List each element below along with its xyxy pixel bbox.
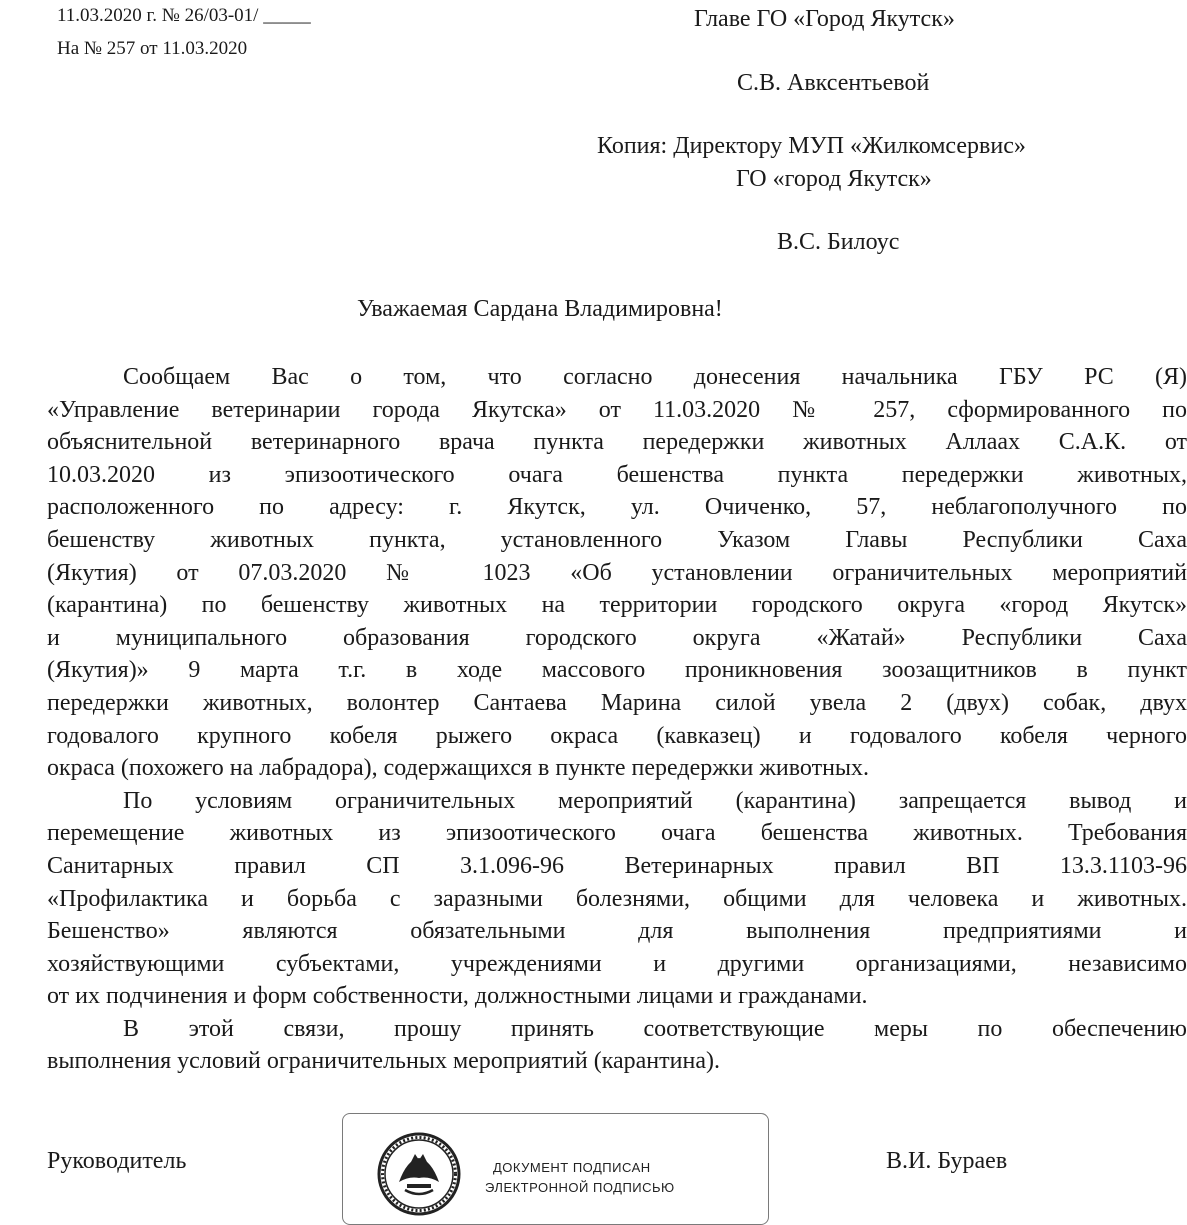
body-line: «Профилактика и борьба с заразными болезнями, общими для человека и животных. bbox=[47, 885, 1187, 912]
incoming-reference: На № 257 от 11.03.2020 bbox=[57, 38, 248, 59]
body-line: от их подчинения и форм собственности, должностными лицами и гражданами. bbox=[47, 983, 868, 1010]
signatory-name: В.И. Бураев bbox=[886, 1148, 1008, 1174]
body-line: Санитарных правил СП 3.1.096-96 Ветеринарных правил ВП 13.3.1103-96 bbox=[47, 852, 1187, 879]
body-line: и муниципального образования городского округа «Жатай» Республики Саха bbox=[47, 624, 1187, 651]
body-line: По условиям ограничительных мероприятий (карантина) запрещается вывод и bbox=[123, 787, 1187, 814]
body-line: годовалого крупного кобеля рыжего окраса (кавказец) и годовалого кобеля черного bbox=[47, 722, 1187, 749]
signatory-role: Руководитель bbox=[47, 1148, 187, 1174]
body-line: перемещение животных из эпизоотического очага бешенства животных. Требования bbox=[47, 820, 1187, 847]
body-line: (Якутия) от 07.03.2020 № 1023 «Об установлении ограничительных мероприятий bbox=[47, 559, 1187, 586]
coat-of-arms-seal-icon bbox=[377, 1132, 461, 1216]
body-line: бешенству животных пункта, установленного Указом Главы Республики Саха bbox=[47, 526, 1187, 553]
body-line: объяснительной ветеринарного врача пункта передержки животных Аллаах С.А.К. от bbox=[47, 429, 1187, 456]
body-line: Сообщаем Вас о том, что согласно донесения начальника ГБУ РС (Я) bbox=[123, 364, 1187, 390]
addressee-title: Главе ГО «Город Якутск» bbox=[694, 6, 955, 32]
addressee-name: С.В. Авксентьевой bbox=[737, 70, 930, 96]
body-line: «Управление ветеринарии города Якутска» от 11.03.2020 № 257, сформированного по bbox=[47, 396, 1187, 423]
electronic-signature-stamp bbox=[342, 1113, 769, 1225]
copy-recipient-name: В.С. Билоус bbox=[777, 229, 900, 255]
body-line: (Якутия)» 9 марта т.г. в ходе массового проникновения зоозащитников в пункт bbox=[47, 657, 1187, 684]
copy-recipient-org: ГО «город Якутск» bbox=[736, 166, 932, 192]
body-line: Бешенство» являются обязательными для выполнения предприятиями и bbox=[47, 918, 1187, 945]
salutation: Уважаемая Сардана Владимировна! bbox=[357, 296, 723, 322]
body-line: 10.03.2020 из эпизоотического очага бешенства пункта передержки животных, bbox=[47, 461, 1187, 488]
stamp-caption: ДОКУМЕНТ ПОДПИСАН bbox=[493, 1160, 651, 1175]
letter-body bbox=[47, 361, 1187, 1078]
copy-recipient-title: Копия: Директору МУП «Жилкомсервис» bbox=[597, 133, 1026, 159]
body-line: (карантина) по бешенству животных на территории городского округа «город Якутск» bbox=[47, 592, 1187, 619]
body-line: хозяйствующими субъектами, учреждениями и другими организациями, независимо bbox=[47, 950, 1187, 977]
body-line: В этой связи, прошу принять соответствующие меры по обеспечению bbox=[123, 1015, 1187, 1042]
stamp-caption-secondary: ЭЛЕКТРОННОЙ ПОДПИСЬЮ bbox=[485, 1180, 675, 1195]
body-line: передержки животных, волонтер Сантаева Марина силой увела 2 (двух) собак, двух bbox=[47, 689, 1187, 716]
body-line: выполнения условий ограничительных мероприятий (карантина). bbox=[47, 1048, 720, 1075]
outgoing-reference: 11.03.2020 г. № 26/03-01/ _____ bbox=[57, 5, 311, 26]
body-line: расположенного по адресу: г. Якутск, ул. Очиченко, 57, неблагополучного по bbox=[47, 494, 1187, 521]
body-line: окраса (похожего на лабрадора), содержащихся в пункте передержки животных. bbox=[47, 755, 870, 782]
